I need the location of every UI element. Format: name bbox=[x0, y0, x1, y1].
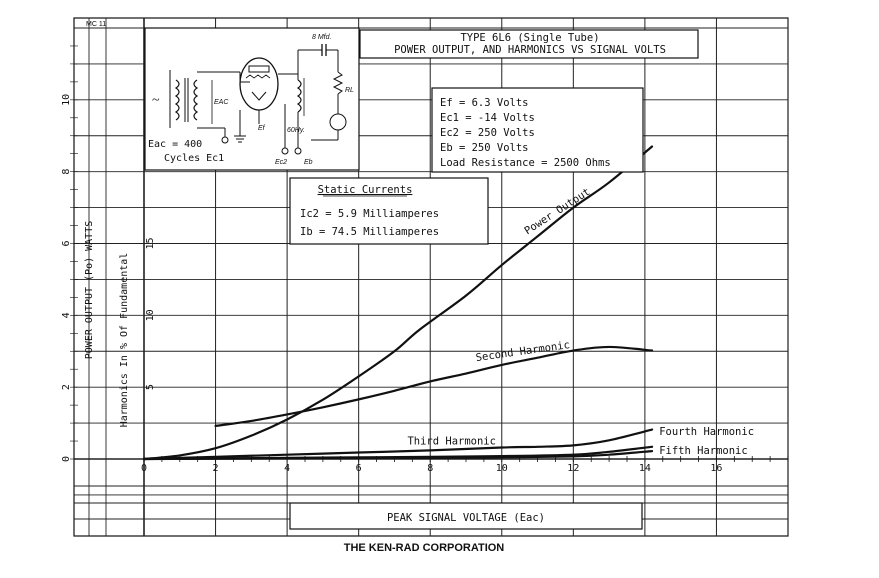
y-right-tick-label: 15 bbox=[145, 237, 156, 250]
footer-company: THE KEN-RAD CORPORATION bbox=[343, 542, 505, 554]
ac-source-icon: ~ bbox=[152, 93, 160, 108]
static-current-ic2: Ic2 = 5.9 Milliamperes bbox=[300, 208, 440, 220]
condition-ec1: Ec1 = -14 Volts bbox=[440, 112, 535, 124]
condition-load: Load Resistance = 2500 Ohms bbox=[440, 157, 611, 169]
x-axis-title-box bbox=[290, 503, 642, 529]
static-currents-box bbox=[290, 178, 488, 244]
capacitor-label: 8 Mfd. bbox=[312, 34, 332, 41]
corner-code: MC 11 bbox=[86, 21, 107, 28]
series-label: Fourth Harmonic bbox=[659, 425, 755, 438]
title-box bbox=[360, 30, 698, 58]
y-left-tick-label: 8 bbox=[61, 168, 72, 175]
y-left-tick-label: 6 bbox=[61, 240, 72, 247]
y-left-tick-label: 4 bbox=[61, 312, 72, 319]
condition-ec2: Ec2 = 250 Volts bbox=[440, 127, 535, 139]
eac-label: EAC bbox=[214, 99, 229, 106]
operating-conditions bbox=[432, 88, 643, 172]
ef-label: Ef bbox=[258, 125, 265, 132]
x-tick-label: 6 bbox=[355, 463, 362, 474]
chart-subtitle: POWER OUTPUT, AND HARMONICS VS SIGNAL VOLTS bbox=[394, 44, 666, 56]
x-tick-label: 10 bbox=[495, 463, 508, 474]
condition-ef: Ef = 6.3 Volts bbox=[440, 97, 529, 109]
series-label: Third Harmonic bbox=[407, 435, 496, 448]
static-currents-heading: Static Currents bbox=[317, 184, 413, 196]
cycles-label: Cycles Ec1 bbox=[164, 153, 225, 164]
schematic-diagram bbox=[145, 28, 359, 170]
y-left-tick-label: 2 bbox=[61, 384, 72, 391]
series-label: Power Output bbox=[522, 185, 593, 238]
x-tick-label: 2 bbox=[212, 463, 219, 474]
y-left-axis-label: POWER OUTPUT (Po) WATTS bbox=[84, 220, 95, 360]
choke-label: 60Hy. bbox=[287, 127, 305, 134]
x-axis-label: PEAK SIGNAL VOLTAGE (Eac) bbox=[386, 512, 546, 524]
static-current-ib: Ib = 74.5 Milliamperes bbox=[300, 226, 440, 238]
x-tick-label: 14 bbox=[638, 463, 651, 474]
rl-label: RL bbox=[345, 87, 354, 94]
x-tick-label: 0 bbox=[140, 463, 148, 474]
series-line-second-harmonic bbox=[216, 347, 652, 426]
y-right-tick-label: 10 bbox=[145, 309, 156, 322]
ec2-label: Ec2 bbox=[275, 159, 288, 166]
eac-frequency-label: Eac = 400 bbox=[148, 139, 203, 150]
y-right-axis-label: Harmonics In % Of Fundamental bbox=[119, 252, 130, 428]
y-left-tick-label: 0 bbox=[61, 455, 72, 463]
chart-title: TYPE 6L6 (Single Tube) bbox=[460, 32, 600, 44]
series-label: Fifth Harmonic bbox=[659, 445, 748, 458]
y-right-tick-label: 5 bbox=[145, 384, 156, 391]
x-tick-label: 8 bbox=[427, 463, 434, 474]
x-tick-label: 16 bbox=[710, 463, 723, 474]
x-tick-label: 12 bbox=[567, 463, 580, 474]
condition-eb: Eb = 250 Volts bbox=[440, 142, 529, 154]
eb-label: Eb bbox=[304, 159, 313, 166]
x-tick-label: 4 bbox=[284, 463, 291, 474]
y-left-tick-label: 10 bbox=[61, 93, 72, 106]
series-label: Second Harmonic bbox=[475, 339, 571, 365]
